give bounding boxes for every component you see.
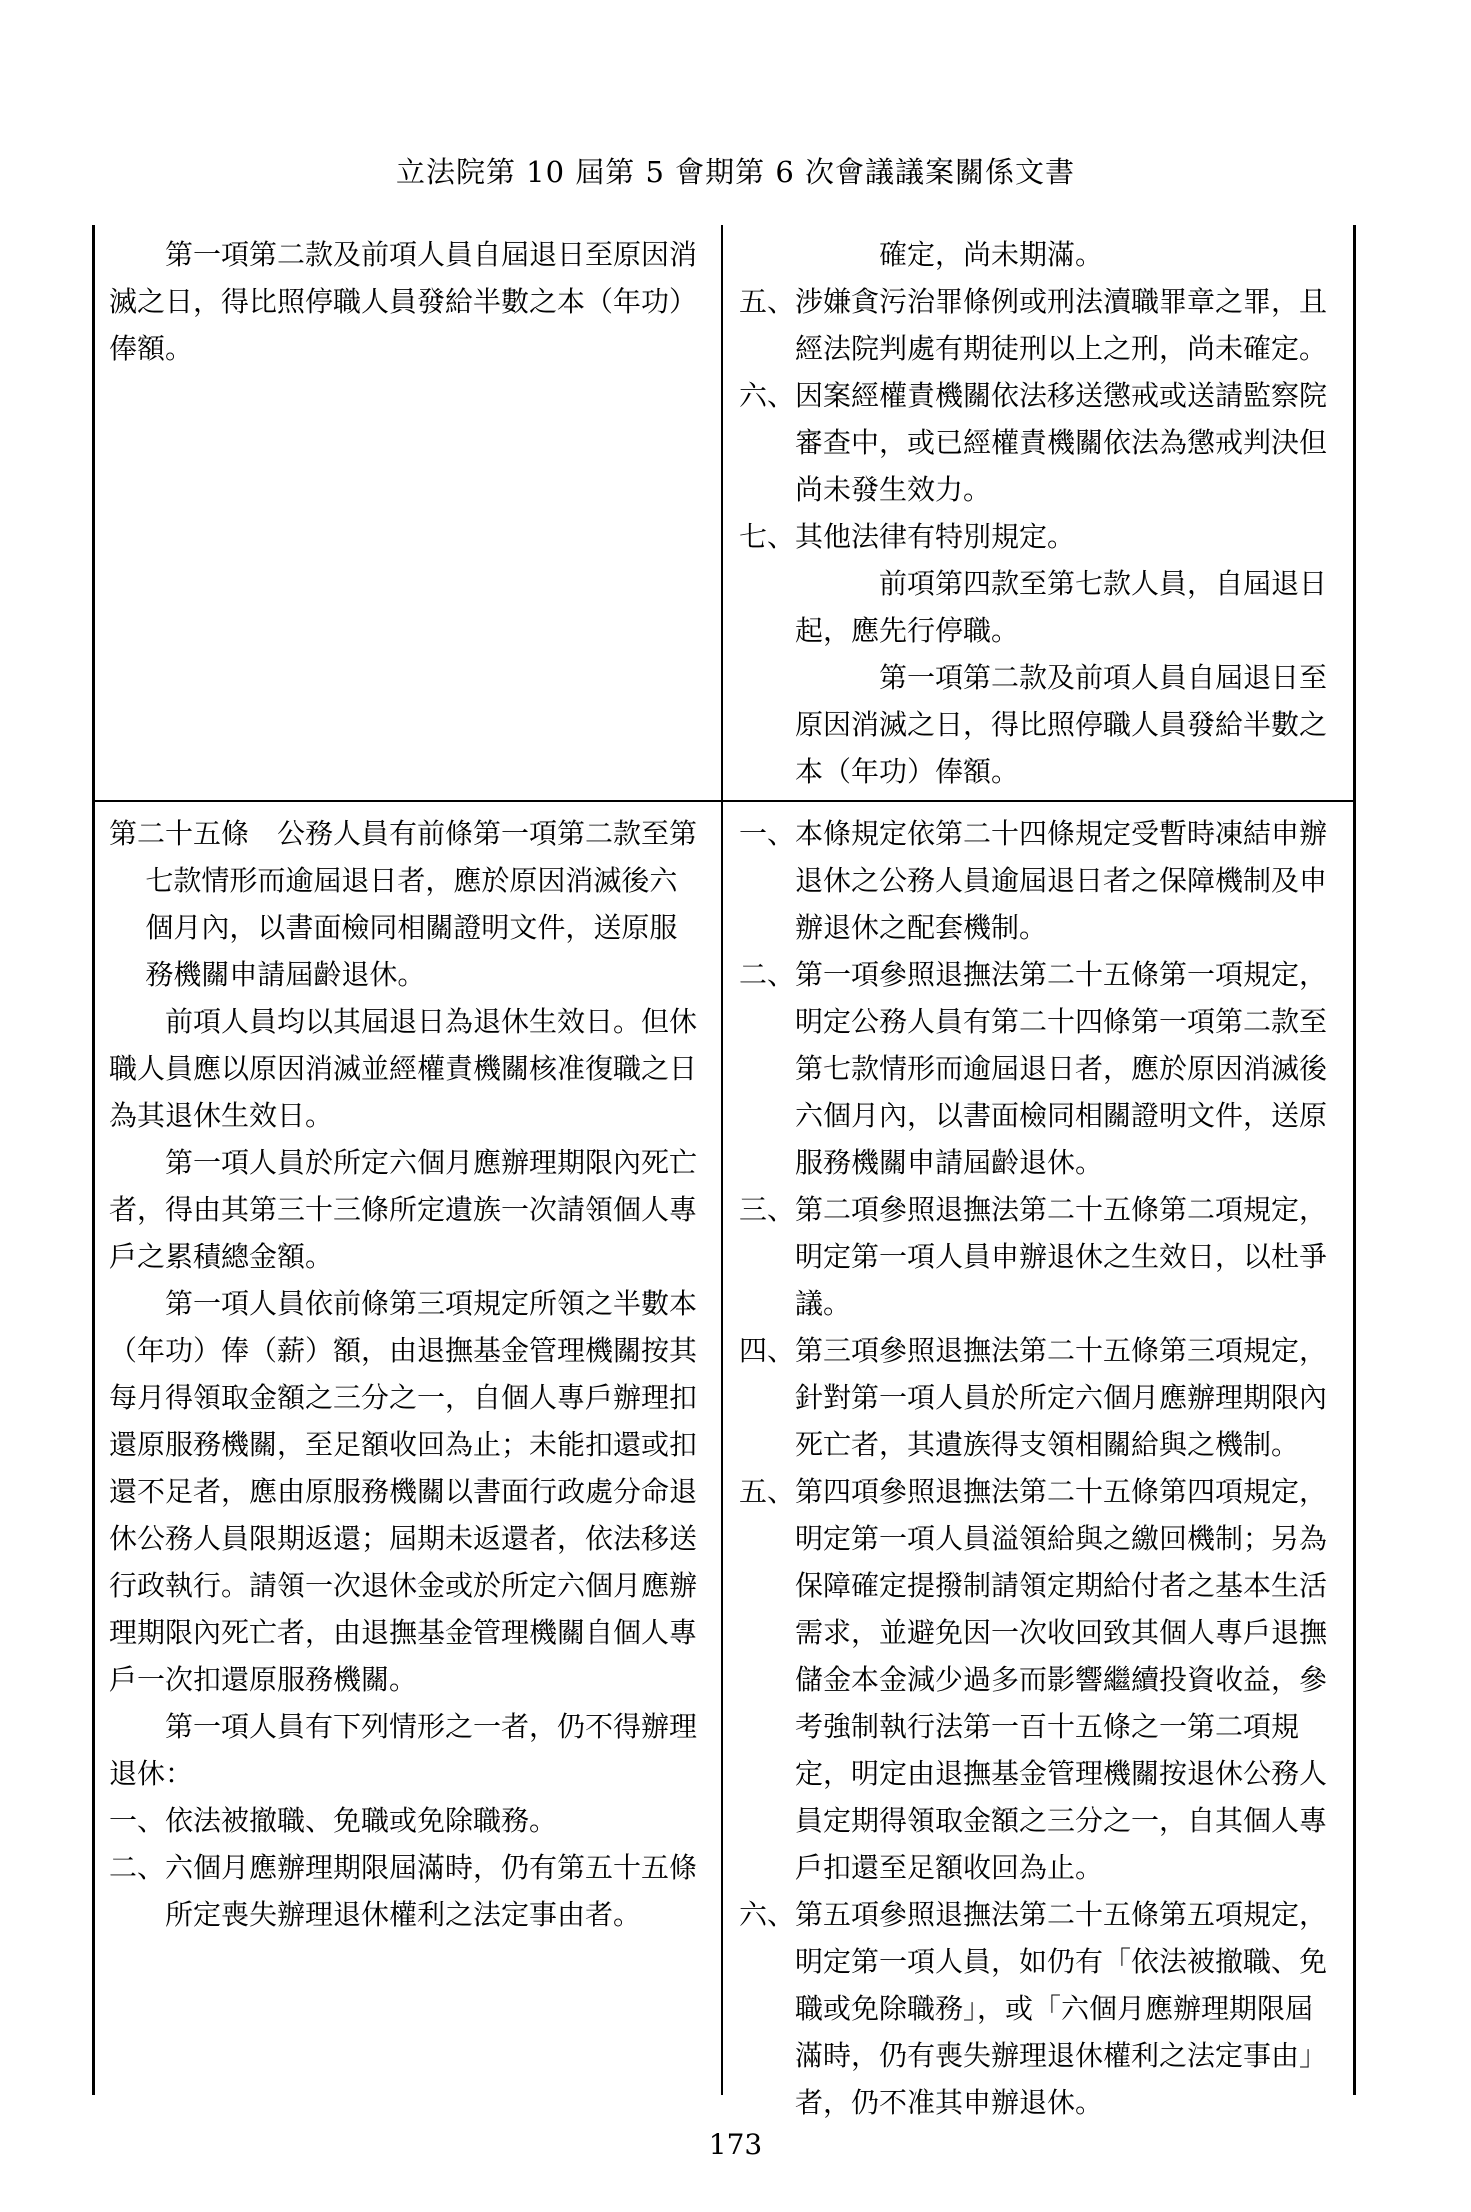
explanation-item: 四、第三項參照退撫法第二十五條第三項規定，針對第一項人員於所定六個月應辦理期限內死亡者，其遺族得支領相關給與之機制。 (739, 1334, 1328, 1461)
list-item: 五、涉嫌貪污治罪條例或刑法瀆職罪章之罪，且經法院判處有期徒刑以上之刑，尚未確定。 (739, 285, 1328, 365)
document-header: 立法院第 10 屆第 5 會期第 6 次會議議案關係文書 (395, 155, 1076, 189)
list-item: 一、依法被撤職、免職或免除職務。 (109, 1804, 558, 1837)
page-number: 173 (708, 2128, 763, 2161)
explanation-item: 五、第四項參照退撫法第二十五條第四項規定，明定第一項人員溢領給與之繳回機制；另為保障確定提撥制請領定期給付者之基本生活需求，並避免因一次收回致其個人專戶退撫儲金本金減少過多而影響繼續投資收益，參考強制執行法第一百十五條之一第二項規定，明定由退撫基金管理機關按退休公務人員定期得領取金額之三分之一，自其個人專戶扣還至足額收回為止。 (739, 1475, 1328, 1884)
list-item: 七、其他法律有特別規定。 (739, 520, 1076, 553)
article-paragraph: 前項人員均以其屆退日為退休生效日。但休職人員應以原因消滅並經權責機關核准復職之日為其退休生效日。 (109, 1005, 698, 1132)
explanation-item: 一、本條規定依第二十四條規定受暫時凍結申辦退休之公務人員逾屆退日者之保障機制及申辦退休之配套機制。 (739, 817, 1328, 944)
explanation-item: 三、第二項參照退撫法第二十五條第二項規定，明定第一項人員申辦退休之生效日，以杜爭議。 (739, 1193, 1328, 1320)
explanation-item: 六、第五項參照退撫法第二十五條第五項規定，明定第一項人員，如仍有「依法被撤職、免職或免除職務」，或「六個月應辦理期限屆滿時，仍有喪失辦理退休權利之法定事由」者，仍不准其申辦退休。 (739, 1898, 1328, 2119)
article-paragraph: 第一項人員於所定六個月應辦理期限內死亡者，得由其第三十三條所定遺族一次請領個人專戶之累積總金額。 (109, 1146, 698, 1273)
top-left-cell (109, 231, 699, 372)
column-divider (721, 225, 723, 2095)
list-item: 六、因案經權責機關依法移送懲戒或送請監察院審查中，或已經權責機關依法為懲戒判決但尚未發生效力。 (739, 379, 1328, 506)
explanation-item: 二、第一項參照退撫法第二十五條第一項規定，明定公務人員有第二十四條第一項第二款至第七款情形而逾屆退日者，應於原因消滅後六個月內，以書面檢同相關證明文件，送原服務機關申請屆齡退休。 (739, 958, 1328, 1179)
article-paragraph: 第一項第二款及前項人員自屆退日至原因消滅之日，得比照停職人員發給半數之本（年功）俸額。 (795, 661, 1328, 788)
item-continuation: 確定，尚未期滿。 (879, 238, 1104, 271)
article-paragraph: 第一項人員有下列情形之一者，仍不得辦理退休： (109, 1710, 698, 1790)
comparison-table (92, 225, 1356, 2119)
top-right-cell (739, 231, 1339, 795)
article-heading-paragraph: 第二十五條 公務人員有前條第一項第二款至第七款情形而逾屆退日者，應於原因消滅後六個月內，以書面檢同相關證明文件，送原服務機關申請屆齡退休。 (109, 817, 698, 991)
bottom-left-cell (109, 810, 703, 1938)
article-paragraph: 前項第四款至第七款人員，自屆退日起，應先行停職。 (795, 567, 1328, 647)
bottom-right-cell (739, 810, 1339, 2126)
list-item: 二、六個月應辦理期限屆滿時，仍有第五十五條所定喪失辦理退休權利之法定事由者。 (109, 1851, 698, 1931)
article-paragraph: 第一項第二款及前項人員自屆退日至原因消滅之日，得比照停職人員發給半數之本（年功）俸額。 (109, 238, 698, 365)
article-paragraph: 第一項人員依前條第三項規定所領之半數本（年功）俸（薪）額，由退撫基金管理機關按其每月得領取金額之三分之一，自個人專戶辦理扣還原服務機關，至足額收回為止；未能扣還或扣還不足者，應由原服務機關以書面行政處分命退休公務人員限期返還；屆期未返還者，依法移送行政執行。請領一次退休金或於所定六個月應辦理期限內死亡者，由退撫基金管理機關自個人專戶一次扣還原服務機關。 (109, 1287, 698, 1696)
row-divider (95, 800, 1353, 802)
